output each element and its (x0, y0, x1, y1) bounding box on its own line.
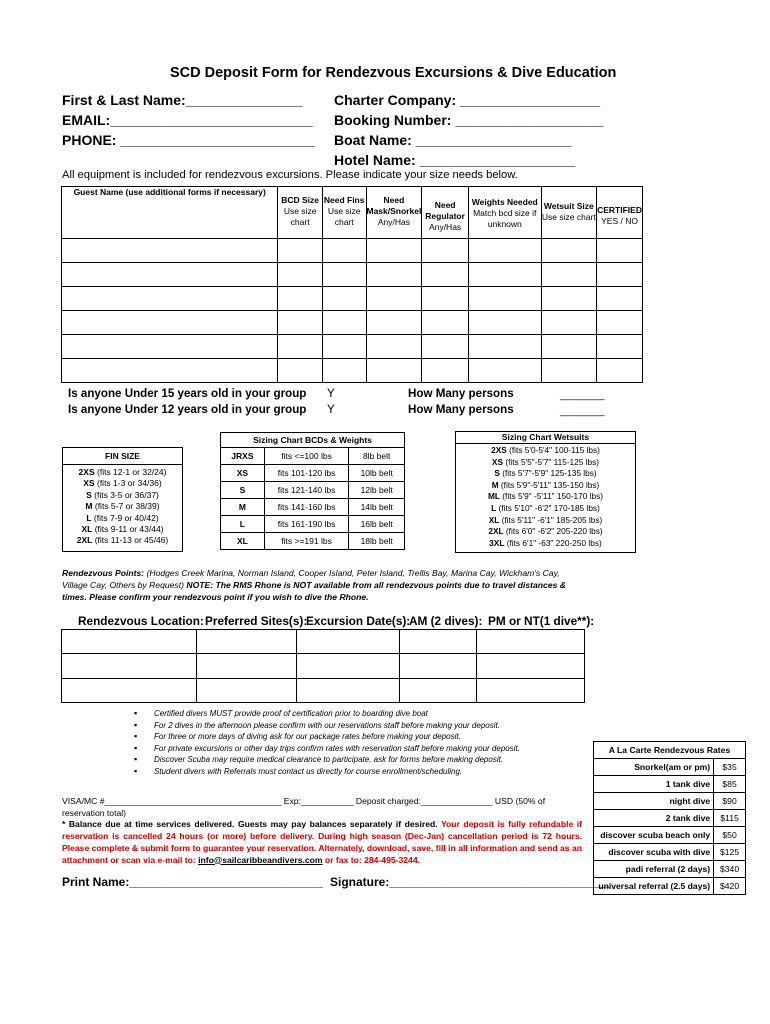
rate-item: discover scuba with dive (594, 844, 714, 861)
guest-cell[interactable] (278, 287, 322, 311)
bcd-size: L (221, 516, 265, 533)
fin-size-fit: (fits 1-3 or 34/36) (96, 478, 162, 489)
rate-item: 2 tank dive (594, 810, 714, 827)
rdv-cell[interactable] (400, 679, 477, 703)
guest-cell[interactable] (541, 311, 597, 335)
rate-price: $85 (714, 776, 746, 793)
name-label: First & Last Name: (62, 92, 186, 108)
rate-item: universal referral (2.5 days) (594, 878, 714, 895)
rdv-cell[interactable] (477, 654, 585, 679)
guest-table (61, 186, 643, 383)
wetsuit-size-code: L (491, 502, 497, 513)
persons-labels (408, 386, 514, 418)
wetsuit-row (456, 457, 635, 469)
wetsuit-title: Wetsuit Size (543, 201, 594, 211)
wetsuit-size-code: ML (488, 491, 500, 502)
rdv-cell[interactable] (296, 654, 400, 679)
guest-cell[interactable] (366, 311, 422, 335)
refund-text: Your deposit is fully refundable if reservation is cancelled 24 hours (or more) before delivery. During high season (Dec-Jan) cancellation period is 72 hours. Please complete & submit form to guarantee your reservation. Alternately, download, save, fill in all information and send as an attachment or scan via e-mail to: (62, 819, 582, 865)
weights-title: Weights Needed (471, 197, 538, 207)
wetsuit-fit: (fits 5'11" -6'1" 185-205 lbs) (501, 514, 603, 525)
guest-header-row (62, 187, 643, 239)
fin-size-code: 2XL (76, 535, 93, 546)
visa-line[interactable]: VISA/MC #_____________________________________ Exp:___________ Deposit charged:_______________ USD (50% of (62, 796, 546, 806)
guest-cell[interactable] (322, 335, 366, 359)
phone-label: PHONE (62, 132, 112, 148)
fin-size-row (63, 467, 182, 478)
fin-size-rows (63, 465, 182, 547)
rate-row (594, 776, 746, 793)
bcd-fit: fits 121-140 lbs (264, 482, 348, 499)
fin-size-row (63, 513, 182, 524)
bcd-fit: fits >=191 lbs (264, 533, 348, 550)
guest-cell[interactable] (322, 263, 366, 287)
bcd-size: S (221, 482, 265, 499)
fin-size-fit: (fits 9-11 or 43/44) (94, 524, 164, 535)
wetsuit-row (456, 515, 635, 527)
note-item: ▪ For 2 dives in the afternoon please confirm with our reservations staff before making your deposit. (134, 720, 574, 732)
guest-cell[interactable] (597, 359, 643, 383)
boat-name-field[interactable] (334, 130, 603, 150)
charter-company-field[interactable] (334, 90, 603, 110)
name-blank[interactable]: _______________ (185, 92, 303, 108)
regulator-title: Need Regulator (425, 200, 465, 221)
rendezvous-points (62, 567, 582, 603)
regulator-sub: Any/Has (429, 222, 462, 232)
under-12-yes[interactable]: Y (327, 403, 335, 416)
bcd-size-title: BCD Size (281, 195, 320, 205)
wetsuit-row (456, 480, 635, 492)
rdv-date-header: Excursion Date(s): (306, 614, 411, 628)
balance-note (62, 819, 582, 866)
guest-row[interactable] (62, 311, 643, 335)
rate-item: 1 tank dive (594, 776, 714, 793)
boat-label: Boat Name: (334, 132, 412, 148)
rate-row (594, 810, 746, 827)
rdv-cell[interactable] (477, 630, 585, 654)
wetsuit-fit: (fits 5'0-5'4" 100-115 lbs) (509, 445, 600, 455)
rdv-cell[interactable] (62, 679, 197, 703)
note-item: ▪ Student divers with Referrals must contact us directly for course enrollment/scheduling. (134, 766, 574, 778)
mask-sub: Any/Has (377, 217, 410, 227)
rdv-sites-header: Preferred Sites(s): (205, 614, 308, 628)
fin-size-code: 2XS (78, 467, 95, 477)
payment-section (62, 796, 582, 866)
guest-row[interactable] (62, 239, 643, 263)
fin-size-fit: (fits 12-1 or 32/24) (97, 467, 167, 477)
rate-row (594, 844, 746, 861)
rate-price: $50 (714, 827, 746, 844)
bcd-size-header (278, 187, 322, 239)
bcd-row (221, 533, 405, 550)
guest-cell[interactable] (62, 311, 278, 335)
bcd-fit: fits 101-120 lbs (264, 465, 348, 482)
fin-size-fit: (fits 11-13 or 45/46) (94, 535, 169, 546)
under-12-persons-label: How Many persons (408, 403, 514, 416)
wetsuit-fit: (fits 5'9" -5'11" 150-170 lbs) (502, 491, 603, 502)
bcd-row (221, 482, 405, 499)
fin-size-code: L (86, 512, 92, 523)
note-item: ▪ Certified divers MUST provide proof of certification prior to boarding dive boat (134, 708, 574, 720)
guest-cell[interactable] (468, 311, 541, 335)
bcd-size: XS (221, 465, 265, 482)
age-answers (327, 386, 335, 418)
guest-cell[interactable] (541, 239, 597, 263)
under-15-persons-blank[interactable]: ________ (560, 390, 605, 401)
rdv-cell[interactable] (196, 654, 296, 679)
guest-row[interactable] (62, 335, 643, 359)
guest-cell[interactable] (322, 287, 366, 311)
guest-cell[interactable] (322, 359, 366, 383)
guest-cell[interactable] (422, 263, 469, 287)
bcd-row (221, 516, 405, 533)
certified-sub: YES / NO (601, 216, 638, 226)
wetsuit-fit: (fits 5'7"-5'9" 125-135 lbs) (502, 468, 597, 479)
guest-cell[interactable] (62, 239, 278, 263)
guest-cell[interactable] (422, 335, 469, 359)
wetsuit-size-code: S (494, 468, 500, 479)
fin-size-title: FIN SIZE (63, 448, 182, 465)
fin-size-row (63, 535, 182, 546)
wetsuit-sub: Use size chart (541, 212, 596, 222)
wetsuit-fit: (fits 5'9"-5'11" 135-150 lbs) (500, 479, 600, 490)
fin-size-code: XL (81, 524, 93, 535)
a-la-carte-title: A La Carte Rendezvous Rates (594, 742, 746, 759)
booking-label: Booking Number: (334, 112, 452, 128)
guest-cell[interactable] (541, 359, 597, 383)
rate-price: $125 (714, 844, 746, 861)
note-item: ▪ For private excursions or other day trips confirm rates with reservation staff before making your deposit. (134, 743, 574, 755)
wetsuit-row (456, 503, 635, 515)
weights-header (468, 187, 541, 239)
guest-cell[interactable] (278, 335, 322, 359)
guest-cell[interactable] (422, 311, 469, 335)
bcd-row (221, 465, 405, 482)
guest-cell[interactable] (62, 287, 278, 311)
wetsuit-size-code: 2XL (488, 526, 504, 537)
fin-size-code: M (85, 501, 93, 512)
email-blank[interactable]: __________________________ (110, 112, 313, 128)
rate-row (594, 827, 746, 844)
guest-cell[interactable] (366, 239, 422, 263)
guest-cell[interactable] (366, 335, 422, 359)
rdv-cell[interactable] (296, 679, 400, 703)
wetsuit-size-code: 3XL (489, 537, 505, 548)
guest-cell[interactable] (322, 311, 366, 335)
fin-size-row (63, 524, 182, 535)
rendezvous-points-label: Rendezvous Points: (62, 568, 145, 578)
bcd-row (221, 448, 405, 465)
fin-size-fit: (fits 7-9 or 40/42) (93, 512, 159, 523)
guest-cell[interactable] (422, 359, 469, 383)
fax-text: or fax to: 284-495-3244. (322, 854, 420, 865)
fin-size-row (63, 501, 182, 512)
bcd-chart-table (220, 447, 405, 550)
fins-header (322, 187, 366, 239)
guest-cell[interactable] (597, 263, 643, 287)
bcd-row (221, 499, 405, 516)
rdv-cell[interactable] (296, 630, 400, 654)
guest-cell[interactable] (468, 263, 541, 287)
fin-size-chart (62, 447, 183, 552)
certified-header (597, 187, 643, 239)
guest-cell[interactable] (468, 335, 541, 359)
wetsuit-row (456, 491, 635, 503)
contact-fields-left (62, 90, 315, 150)
guest-cell[interactable] (278, 359, 322, 383)
certified-title: CERTIFIED (597, 205, 642, 215)
wetsuit-fit: (fits 6'1" -63" 220-250 lbs) (506, 537, 602, 548)
guest-row[interactable] (62, 263, 643, 287)
guest-cell[interactable] (597, 287, 643, 311)
bcd-chart-title: Sizing Chart BCDs & Weights (220, 432, 405, 447)
email-label: EMAIL: (62, 112, 111, 128)
guest-cell[interactable] (366, 263, 422, 287)
rdv-cell[interactable] (400, 630, 477, 654)
a-la-carte-table (593, 741, 746, 895)
guest-cell[interactable] (422, 287, 469, 311)
rendezvous-points-list: (Hodges Creek Marina, Norman Island, Cooper Island, Peter Island, Trellis Bay, Marina Cay, Wickham's Cay, Village Cay, Others by Request) (62, 568, 560, 590)
fin-size-row (63, 490, 182, 501)
rdv-cell[interactable] (62, 630, 197, 654)
guest-cell[interactable] (597, 335, 643, 359)
wetsuit-row (456, 526, 635, 538)
rdv-location-header: Rendezvous Location: (78, 614, 204, 628)
wetsuit-chart (455, 431, 636, 553)
rdv-am-header: AM (2 dives): (409, 614, 483, 628)
wetsuit-row (456, 468, 635, 480)
phone-field[interactable] (62, 130, 315, 150)
persons-blanks (560, 388, 605, 420)
guest-cell[interactable] (278, 263, 322, 287)
guest-cell[interactable] (62, 335, 278, 359)
bcd-size: XL (221, 533, 265, 550)
bcd-size: M (221, 499, 265, 516)
bcd-size: JRXS (221, 448, 265, 465)
wetsuit-size-code: M (491, 479, 499, 490)
under-15-persons-label: How Many persons (408, 387, 514, 400)
regulator-header (422, 187, 469, 239)
signature-field[interactable]: Signature:_________________________________ (330, 875, 610, 889)
rate-price: $90 (714, 793, 746, 810)
rate-row (594, 878, 746, 895)
rdv-cell[interactable] (477, 679, 585, 703)
under-12-question: Is anyone Under 12 years old in your group (68, 403, 307, 416)
wetsuit-size-code: XS (491, 456, 503, 467)
wetsuit-fit: (fits 5'10" -6'2" 170-185 lbs) (498, 502, 600, 513)
guest-name-header-text: Guest Name (use additional forms if necessary) (73, 187, 266, 197)
contact-fields-right (334, 90, 603, 170)
bcd-belt: 12lb belt (349, 482, 405, 499)
fin-size-fit: (fits 5-7 or 38/39) (94, 501, 160, 512)
bcd-belt: 14lb belt (349, 499, 405, 516)
phone-blank[interactable]: : _________________________ (111, 132, 316, 148)
guest-cell[interactable] (468, 287, 541, 311)
guest-cell[interactable] (422, 239, 469, 263)
fins-title: Need Fins (323, 195, 365, 205)
hotel-name-field[interactable] (334, 150, 603, 170)
equipment-note: All equipment is included for rendezvous excursions. Please indicate your size needs below. (62, 169, 518, 181)
guest-cell[interactable] (62, 359, 278, 383)
fin-size-fit: (fits 3-5 or 36/37) (94, 489, 159, 500)
under-15-yes[interactable]: Y (327, 387, 335, 400)
bcd-size-sub: Use size chart (283, 206, 317, 227)
rate-price: $420 (714, 878, 746, 895)
bcd-belt: 18lb belt (349, 533, 405, 550)
reservation-total: reservation total) (62, 807, 127, 818)
form-title: SCD Deposit Form for Rendezvous Excursions & Dive Education (170, 65, 617, 81)
age-questions (68, 386, 306, 418)
balance-text: * Balance due at time services delivered. Guests may pay balances separately if desired. (62, 819, 441, 830)
booking-number-field[interactable] (334, 110, 603, 130)
wetsuit-header (541, 187, 597, 239)
guest-cell[interactable] (541, 263, 597, 287)
under-12-persons-blank[interactable]: ________ (560, 406, 605, 417)
wetsuit-fit: (fits 5'5"-5'7" 115-125 lbs) (505, 456, 600, 467)
guest-name-header (62, 187, 278, 239)
guest-cell[interactable] (541, 335, 597, 359)
fin-size-code: XS (83, 478, 95, 489)
guest-cell[interactable] (468, 359, 541, 383)
guest-cell[interactable] (278, 311, 322, 335)
rdv-cell[interactable] (196, 679, 296, 703)
fins-sub: Use size chart (327, 206, 361, 227)
guest-row[interactable] (62, 287, 643, 311)
mask-header (366, 187, 422, 239)
rdv-row[interactable] (62, 654, 585, 679)
wetsuit-row (456, 445, 635, 457)
name-field[interactable] (62, 90, 315, 110)
rdv-row[interactable] (62, 630, 585, 654)
bcd-fit: fits 161-190 lbs (264, 516, 348, 533)
print-name-field[interactable]: Print Name:_____________________________ (62, 875, 323, 889)
rate-price: $115 (714, 810, 746, 827)
boat-blank[interactable]: ____________________ (415, 132, 572, 148)
rate-row (594, 793, 746, 810)
guest-row[interactable] (62, 359, 643, 383)
fin-size-row (63, 478, 182, 489)
hotel-label: Hotel Name: (334, 152, 416, 168)
hotel-blank[interactable]: ____________________ (419, 152, 576, 168)
under-15-question: Is anyone Under 15 years old in your group (68, 387, 307, 400)
guest-cell[interactable] (366, 287, 422, 311)
wetsuit-row (456, 538, 635, 550)
rdv-row[interactable] (62, 679, 585, 703)
email-link[interactable]: info@sailcaribbeandivers.com (198, 854, 323, 865)
rate-item: padi referral (2 days) (594, 861, 714, 878)
rate-item: night dive (594, 793, 714, 810)
guest-cell[interactable] (278, 239, 322, 263)
rdv-pm-header: PM or NT(1 dive**): (488, 614, 595, 628)
guest-cell[interactable] (541, 287, 597, 311)
rdv-cell[interactable] (62, 654, 197, 679)
guest-cell[interactable] (366, 359, 422, 383)
rendezvous-table (61, 629, 585, 703)
bcd-belt: 10lb belt (349, 465, 405, 482)
rate-price: $340 (714, 861, 746, 878)
rate-price: $35 (714, 759, 746, 776)
wetsuit-rows (456, 444, 635, 549)
wetsuit-fit: (fits 6'0" -6'2" 205-220 lbs) (505, 526, 603, 537)
fin-size-code: S (86, 489, 92, 500)
guest-cell[interactable] (468, 239, 541, 263)
note-item: ▪ For three or more days of diving ask for our package rates before making your deposit. (134, 731, 574, 743)
bcd-belt: 16lb belt (349, 516, 405, 533)
mask-title: Need Mask/Snorkel (366, 195, 422, 216)
rdv-cell[interactable] (196, 630, 296, 654)
wetsuit-chart-title: Sizing Chart Wetsuits (456, 432, 635, 444)
rate-row (594, 759, 746, 776)
booking-blank[interactable]: ___________________ (455, 112, 604, 128)
rate-item: Snorkel(am or pm) (594, 759, 714, 776)
bcd-fit: fits 141-160 lbs (264, 499, 348, 516)
charter-label: Charter Company: (334, 92, 457, 108)
wetsuit-size-code: XL (488, 514, 500, 525)
rate-row (594, 861, 746, 878)
rhone-note: NOTE: The RMS Rhone is NOT available from all rendezvous points due to travel distances & times. Please confirm your rendezvous point if you wish to dive the Rhone. (62, 580, 566, 602)
guest-cell[interactable] (62, 263, 278, 287)
guest-cell[interactable] (597, 311, 643, 335)
note-item: ▪ Discover Scuba may require medical clearance to participate, ask for forms before making deposit. (134, 754, 574, 766)
email-field[interactable] (62, 110, 315, 130)
weights-sub: Match bcd size if unknown (473, 208, 537, 229)
guest-cell[interactable] (322, 239, 366, 263)
notes-list (134, 708, 574, 777)
guest-cell[interactable] (597, 239, 643, 263)
bcd-belt: 8lb belt (349, 448, 405, 465)
rate-item: discover scuba beach only (594, 827, 714, 844)
charter-blank[interactable]: __________________ (460, 92, 601, 108)
wetsuit-size-code: 2XS (491, 445, 507, 455)
rdv-cell[interactable] (400, 654, 477, 679)
bcd-fit: fits <=100 lbs (264, 448, 348, 465)
